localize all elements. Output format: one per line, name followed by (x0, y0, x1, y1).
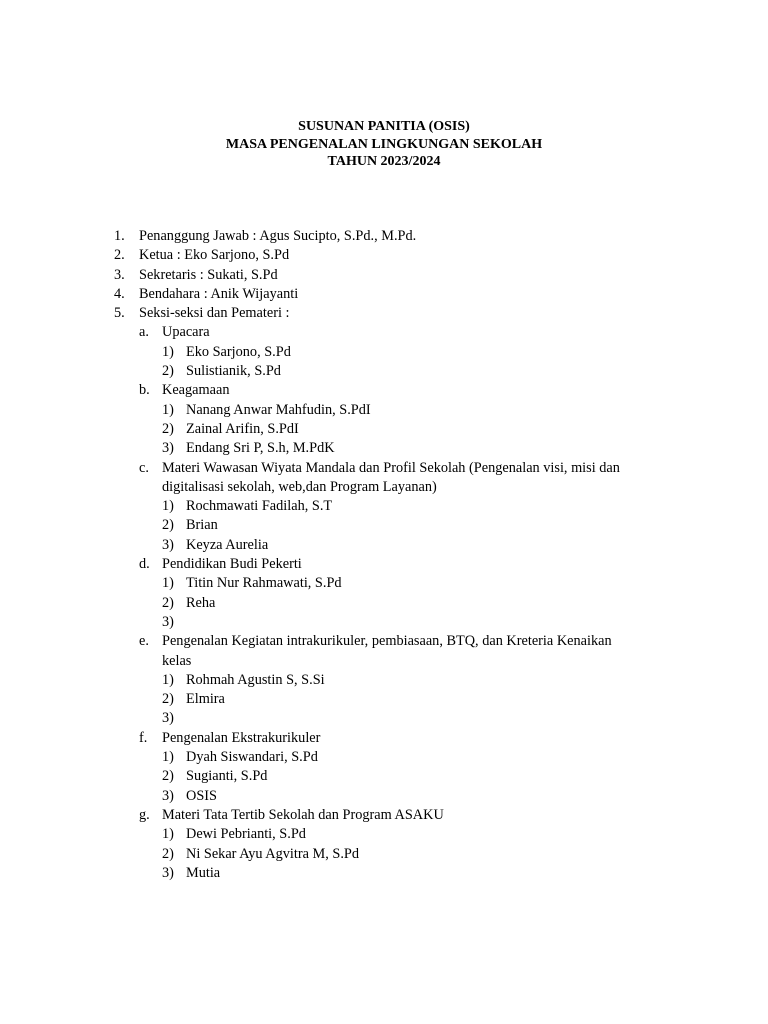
list-text: Elmira (186, 691, 225, 708)
list-item (0, 401, 768, 420)
list-marker: 1) (162, 498, 174, 515)
list-text: Zainal Arifin, S.PdI (186, 420, 299, 437)
list-marker: c. (139, 459, 149, 476)
list-marker: 2) (162, 691, 174, 708)
list-item (0, 362, 768, 381)
title-line-1: SUSUNAN PANITIA (OSIS) (298, 119, 470, 134)
list-marker: 2) (162, 363, 174, 380)
list-item (0, 227, 768, 246)
list-item (0, 594, 768, 613)
list-item (0, 748, 768, 767)
list-text: digitalisasi sekolah, web,dan Program Layanan) (162, 478, 437, 495)
list-text: Reha (186, 594, 216, 611)
list-item (0, 690, 768, 709)
list-item (0, 266, 768, 285)
list-item (0, 343, 768, 362)
list-text: Sekretaris : Sukati, S.Pd (139, 266, 278, 283)
list-text: Pengenalan Kegiatan intrakurikuler, pembiasaan, BTQ, dan Kreteria Kenaikan (162, 633, 612, 650)
list-item (0, 516, 768, 535)
list-marker: 3) (162, 710, 174, 727)
list-text: Brian (186, 517, 218, 534)
list-item (0, 574, 768, 593)
title-line-3: TAHUN 2023/2024 (327, 154, 441, 169)
list-marker: 1) (162, 343, 174, 360)
list-marker: 2) (162, 594, 174, 611)
list-text: Penanggung Jawab : Agus Sucipto, S.Pd., M.Pd. (139, 228, 417, 244)
list-item (0, 632, 768, 651)
document-title (0, 118, 768, 171)
list-marker: e. (139, 633, 149, 650)
list-marker: d. (139, 556, 150, 573)
list-marker: a. (139, 324, 149, 341)
list-marker: 1) (162, 826, 174, 843)
list-marker: 3) (162, 864, 174, 881)
list-text: Materi Tata Tertib Sekolah dan Program ASAKU (162, 806, 444, 823)
list-marker: 2) (162, 845, 174, 862)
list-text: Sulistianik, S.Pd (186, 363, 281, 380)
list-item (0, 729, 768, 748)
list-item (0, 555, 768, 574)
list-item (0, 285, 768, 304)
list-marker: 3. (114, 266, 125, 283)
list-item (0, 478, 768, 497)
committee-list (0, 227, 768, 883)
list-item (0, 652, 768, 671)
list-text: Eko Sarjono, S.Pd (186, 343, 291, 360)
list-text: Keagamaan (162, 382, 230, 399)
list-marker: 1) (162, 401, 174, 418)
list-text: Ketua : Eko Sarjono, S.Pd (139, 247, 290, 264)
list-text: Titin Nur Rahmawati, S.Pd (186, 575, 342, 592)
list-marker: 1) (162, 575, 174, 592)
list-item (0, 613, 768, 632)
list-item (0, 439, 768, 458)
list-marker: 1. (114, 228, 125, 244)
list-marker: 3) (162, 536, 174, 553)
title-line-2: MASA PENGENALAN LINGKUNGAN SEKOLAH (225, 136, 543, 152)
list-marker: 3) (162, 787, 174, 804)
list-text: Dewi Pebrianti, S.Pd (186, 826, 306, 843)
list-text: Ni Sekar Ayu Agvitra M, S.Pd (186, 845, 360, 862)
list-text: Dyah Siswandari, S.Pd (186, 749, 318, 766)
list-item (0, 497, 768, 516)
list-item (0, 420, 768, 439)
list-text: kelas (162, 652, 192, 669)
list-item (0, 825, 768, 844)
list-marker: f. (139, 729, 148, 746)
list-text: Keyza Aurelia (186, 536, 269, 553)
list-marker: 2) (162, 420, 174, 437)
list-item (0, 459, 768, 478)
list-text: Rochmawati Fadilah, S.T (186, 498, 333, 515)
list-marker: 1) (162, 749, 174, 766)
list-text: Endang Sri P, S.h, M.PdK (186, 440, 335, 457)
list-text: Upacara (162, 324, 210, 341)
list-item (0, 536, 768, 555)
list-item (0, 709, 768, 728)
list-text: Sugianti, S.Pd (186, 768, 268, 785)
list-marker: 3) (162, 440, 174, 457)
list-item (0, 671, 768, 690)
list-item (0, 864, 768, 883)
list-marker: 5. (114, 305, 125, 322)
list-text: Pengenalan Ekstrakurikuler (162, 729, 321, 746)
list-text: Bendahara : Anik Wijayanti (139, 285, 299, 302)
list-text: Nanang Anwar Mahfudin, S.PdI (186, 401, 371, 418)
list-item (0, 323, 768, 342)
list-item (0, 787, 768, 806)
list-marker: 2) (162, 517, 174, 534)
list-item (0, 381, 768, 400)
list-item (0, 304, 768, 323)
list-marker: 3) (162, 613, 174, 630)
list-marker: 2. (114, 247, 125, 264)
list-item (0, 845, 768, 864)
list-text: OSIS (186, 787, 217, 804)
list-item (0, 806, 768, 825)
list-marker: b. (139, 382, 150, 399)
list-marker: 4. (114, 285, 125, 302)
list-item (0, 767, 768, 786)
list-text: Pendidikan Budi Pekerti (162, 556, 302, 573)
list-text: Mutia (186, 864, 221, 881)
list-marker: g. (139, 806, 150, 823)
list-text: Materi Wawasan Wiyata Mandala dan Profil Sekolah (Pengenalan visi, misi dan (162, 459, 620, 476)
list-marker: 2) (162, 768, 174, 785)
list-item (0, 246, 768, 265)
list-text: Rohmah Agustin S, S.Si (186, 671, 325, 688)
list-text: Seksi-seksi dan Pemateri : (139, 305, 290, 322)
list-marker: 1) (162, 671, 174, 688)
